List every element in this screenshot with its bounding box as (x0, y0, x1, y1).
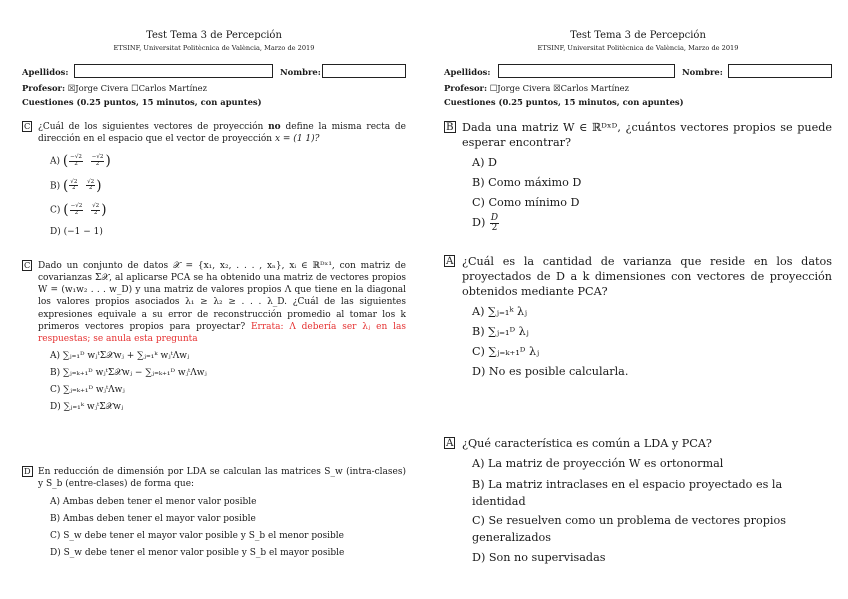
option-b[interactable]: B) ( $\frac{√2}{2}$ $\frac{√2}{2}$ ) (50, 177, 102, 194)
option-d[interactable]: D) (−1 − 1) (50, 226, 103, 237)
professor-option-martinez[interactable]: ☐Carlos Martínez (131, 83, 208, 93)
nombre-label: Nombre: (682, 67, 723, 77)
page-title: Test Tema 3 de Percepción (570, 30, 706, 41)
cuestiones-heading: Cuestiones (0.25 puntos, 15 minutos, con apuntes) (22, 97, 262, 107)
question-2 (22, 260, 406, 416)
option-d[interactable]: D) Son no supervisadas (472, 551, 606, 565)
professor-option-martinez[interactable]: ☒Carlos Martínez (553, 83, 630, 93)
professor-option-civera[interactable]: ☐Jorge Civera (489, 83, 551, 93)
apellidos-field[interactable] (74, 64, 273, 78)
option-a[interactable]: A) ∑ⱼ₌₁ᵏ λⱼ (472, 305, 528, 319)
option-b[interactable]: B) La matriz intraclases en el espacio proyectado es la identidad (472, 478, 783, 509)
question-text: D En reducción de dimensión por LDA se calculan las matrices S_w (intra-clases) y S_b (entre-clases) de forma que: (24, 466, 406, 490)
option-a[interactable]: A) D (472, 156, 497, 170)
option-d[interactable]: D) ∑ⱼ₌₁ᵏ wⱼᵗΣ𝒳wⱼ (50, 401, 124, 412)
question-3 (22, 466, 406, 562)
option-c[interactable]: C) ∑ⱼ₌ₖ₊₁ᴰ wⱼᵗΛwⱼ (50, 384, 125, 395)
question-text: B Dada una matriz W ∈ ℝᴰˣᴰ, ¿cuántos vectores propios se puede esperar encontrar? (446, 120, 832, 150)
question-3 (444, 436, 832, 568)
question-text: A ¿Cuál es la cantidad de varianza que reside en los datos proyectados de D a k dimensiones con vectores de proyección obtenidos mediante PCA? (446, 254, 832, 299)
question-1 (22, 121, 406, 241)
nombre-field[interactable] (728, 64, 832, 78)
question-2 (444, 254, 832, 382)
apellidos-label: Apellidos: (22, 67, 69, 77)
professor-label: Profesor: (22, 83, 66, 93)
answer-box: B (446, 120, 454, 133)
option-a[interactable]: A) La matriz de proyección W es ortonormal (472, 457, 724, 471)
errata-note: Errata: Λ debería ser λⱼ en las respuestas; se anula esta pregunta (38, 321, 406, 344)
question-1 (444, 120, 832, 233)
question-text: C Dado un conjunto de datos 𝒳 = {x₁, x₂, . . . , xₙ}, xᵢ ∈ ℝᴰˣ¹, con matriz de covarianzas Σ𝒳, al aplicarse PCA se ha obtenido una matriz de vectores propios W = (w₁w₂ . . . w_D) y una matriz de valores propios Λ que tiene en la diagonal los valores propios asociados λ₁ ≥ λ₂ ≥ . . . λ_D. ¿Cuál de las siguientes expresiones equivale a su error de reconstrucción promedio al tomar los k primeros vectores propios para proyectar? Errata: Λ debería ser λⱼ en las respuestas; se anula esta pregunta (24, 260, 406, 344)
name-row (22, 64, 406, 80)
option-b[interactable]: B) Ambas deben tener el mayor valor posible (50, 514, 256, 525)
option-a[interactable]: A) ( $\frac{-√2}{2}$ $\frac{-√2}{2}$ ) (50, 153, 111, 170)
professor-label: Profesor: (444, 83, 488, 93)
apellidos-label: Apellidos: (444, 67, 491, 77)
page-title: Test Tema 3 de Percepción (146, 30, 282, 41)
professor-row (444, 83, 629, 93)
option-d[interactable]: D) $\frac{D}{2}$ (472, 212, 499, 233)
answer-box: D (24, 466, 31, 477)
question-text: A ¿Qué característica es común a LDA y PCA? (446, 436, 712, 450)
professor-option-civera[interactable]: ☒Jorge Civera (67, 83, 129, 93)
option-c[interactable]: C) S_w debe tener el mayor valor posible y S_b el menor posible (50, 531, 344, 542)
option-c[interactable]: C) Se resuelven como un problema de vectores propios generalizados (472, 514, 786, 545)
professor-row (22, 83, 207, 93)
name-row (444, 64, 832, 80)
option-c[interactable]: C) ∑ⱼ₌ₖ₊₁ᴰ λⱼ (472, 345, 540, 359)
option-d[interactable]: D) No es posible calcularla. (472, 365, 629, 379)
answer-box: A (446, 254, 454, 267)
exam-page-right (444, 0, 832, 599)
option-c[interactable]: C) ( $\frac{-√2}{2}$ $\frac{√2}{2}$ ) (50, 202, 107, 219)
option-b[interactable]: B) Como máximo D (472, 176, 582, 190)
question-text: C ¿Cuál de los siguientes vectores de proyección no define la misma recta de dirección en el espacio que el vector de proyección x = (1 1)? (24, 121, 406, 145)
page-subtitle: ETSINF, Universitat Politècnica de València, Marzo de 2019 (537, 44, 739, 52)
exam-page-left (22, 0, 406, 599)
option-b[interactable]: B) ∑ⱼ₌₁ᴰ λⱼ (472, 325, 529, 339)
answer-box: C (24, 260, 31, 271)
cuestiones-heading: Cuestiones (0.25 puntos, 15 minutos, con apuntes) (444, 97, 684, 107)
page-subtitle: ETSINF, Universitat Politècnica de València, Marzo de 2019 (113, 44, 315, 52)
option-a[interactable]: A) ∑ⱼ₌₁ᴰ wⱼᵗΣ𝒳wⱼ + ∑ⱼ₌₁ᵏ wⱼᵗΛwⱼ (50, 350, 190, 361)
option-a[interactable]: A) Ambas deben tener el menor valor posible (50, 497, 257, 508)
option-b[interactable]: B) ∑ⱼ₌ₖ₊₁ᴰ wⱼᵗΣ𝒳wⱼ − ∑ⱼ₌ₖ₊₁ᴰ wⱼᵗΛwⱼ (50, 367, 207, 378)
answer-box: C (24, 121, 31, 132)
answer-box: A (446, 436, 454, 449)
nombre-label: Nombre: (280, 67, 321, 77)
option-c[interactable]: C) Como mínimo D (472, 196, 580, 210)
option-d[interactable]: D) S_w debe tener el menor valor posible y S_b el mayor posible (50, 548, 345, 559)
nombre-field[interactable] (322, 64, 406, 78)
apellidos-field[interactable] (498, 64, 675, 78)
